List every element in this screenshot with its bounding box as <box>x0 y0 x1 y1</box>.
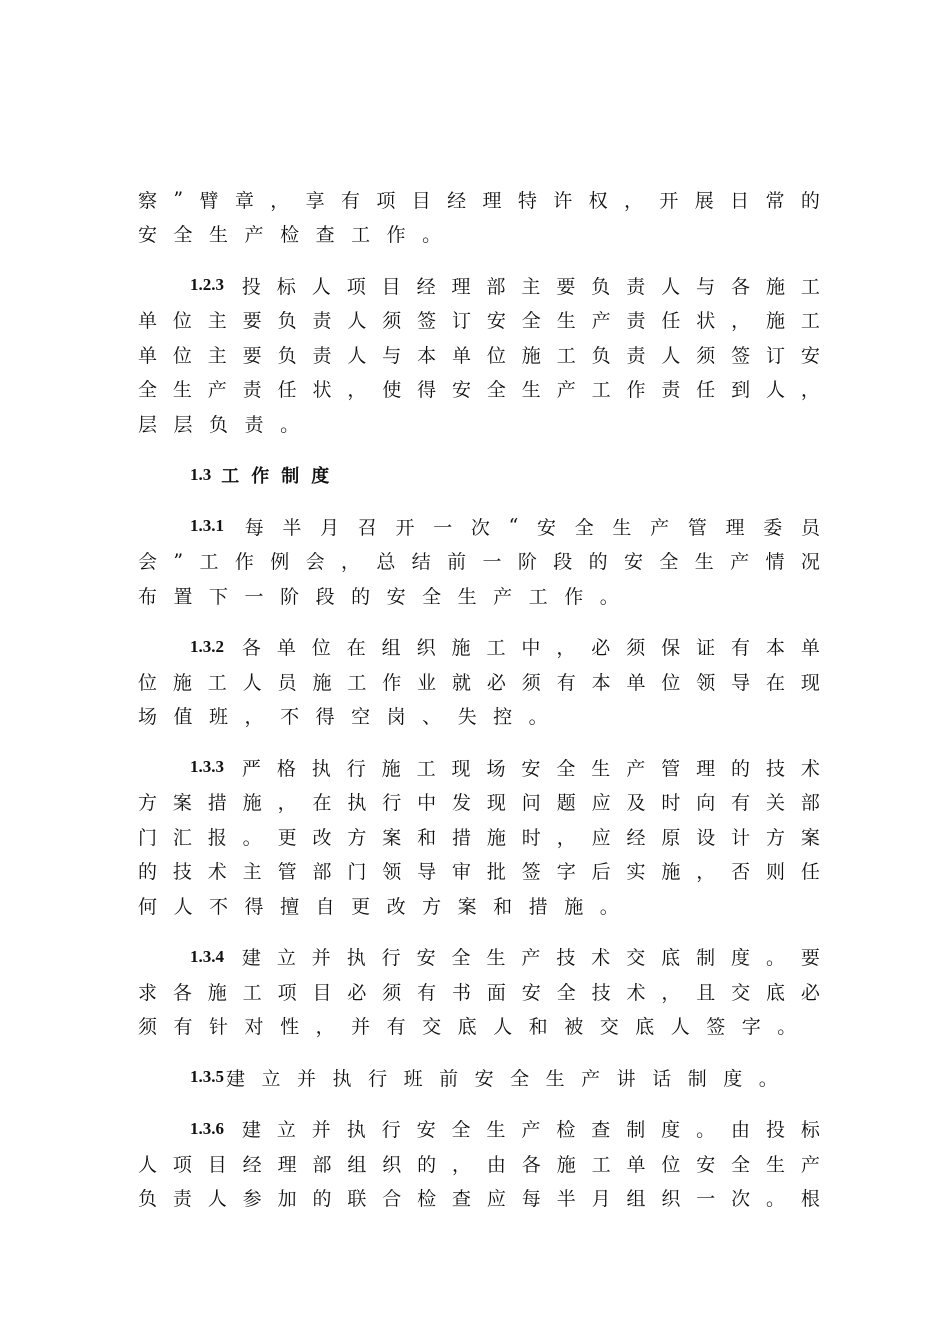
clause-number: 1.3.4 <box>190 946 224 966</box>
clause-number: 1.3.3 <box>190 757 224 777</box>
text-line: 的 技 术 主 管 部 门 领 导 审 批 签 字 后 实 施 ， 否 则 任 <box>138 861 820 884</box>
text-line: 布 置 下 一 阶 段 的 安 全 生 产 工 作 。 <box>138 585 619 608</box>
paragraph-1-3-1 <box>138 509 820 613</box>
text-line: 1.3.5 建 立 并 执 行 班 前 安 全 生 产 讲 话 制 度 。 <box>190 1067 778 1090</box>
clause-number: 1.3.6 <box>190 1118 224 1138</box>
text-line: 1.3.2 各 单 位 在 组 织 施 工 中 ， 必 须 保 证 有 本 单 <box>190 636 820 660</box>
text-line: 何 人 不 得 擅 自 更 改 方 案 和 措 施 。 <box>138 895 619 918</box>
paragraph-1-3-3 <box>138 750 820 923</box>
text-line: 会 ” 工 作 例 会 ， 总 结 前 一 阶 段 的 安 全 生 产 情 况 <box>138 549 820 574</box>
text-line: 1.3.6 建 立 并 执 行 安 全 生 产 检 查 制 度 。 由 投 标 <box>190 1118 820 1142</box>
paragraph-1-3-5 <box>138 1060 820 1095</box>
clause-number: 1.3.2 <box>190 636 224 656</box>
section-title: 工作制度 <box>221 465 342 487</box>
text-line: 须 有 针 对 性 ， 并 有 交 底 人 和 被 交 底 人 签 字 。 <box>138 1016 797 1039</box>
clause-number: 1.2.3 <box>190 275 224 295</box>
paragraph-1-2-2-continued <box>138 182 820 251</box>
text-line: 人 项 目 经 理 部 组 织 的 ， 由 各 施 工 单 位 安 全 生 产 <box>138 1153 820 1176</box>
paragraph-1-3-6 <box>138 1112 820 1216</box>
text-line: 求 各 施 工 项 目 必 须 有 书 面 安 全 技 术 ， 且 交 底 必 <box>138 981 820 1004</box>
paragraph-1-3-4 <box>138 940 820 1044</box>
text-line: 单 位 主 要 负 责 人 须 签 订 安 全 生 产 责 任 状 ， 施 工 <box>138 310 820 333</box>
text-line: 门 汇 报 。 更 改 方 案 和 措 施 时 ， 应 经 原 设 计 方 案 <box>138 826 820 849</box>
text-line: 安 全 生 产 检 查 工 作 。 <box>138 224 442 247</box>
text-line: 1.3.3 严 格 执 行 施 工 现 场 安 全 生 产 管 理 的 技 术 <box>190 757 820 780</box>
clause-number: 1.3.5 <box>190 1067 224 1087</box>
document-page <box>138 182 820 1232</box>
text-line: 1.3.1 每 半 月 召 开 一 次 “ 安 全 生 产 管 理 委 员 <box>190 515 820 539</box>
text-line: 单 位 主 要 负 责 人 与 本 单 位 施 工 负 责 人 须 签 订 安 <box>138 344 820 367</box>
text-line: 察 ” 臂 章 ， 享 有 项 目 经 理 特 许 权 ， 开 展 日 常 的 <box>138 188 820 212</box>
text-line: 负 责 人 参 加 的 联 合 检 查 应 每 半 月 组 织 一 次 。 根 <box>138 1188 820 1211</box>
clause-number: 1.3.1 <box>190 516 224 536</box>
text-line: 层 层 负 责 。 <box>138 413 300 436</box>
section-number: 1.3 <box>190 464 212 484</box>
text-line: 位 施 工 人 员 施 工 作 业 就 必 须 有 本 单 位 领 导 在 现 <box>138 671 820 694</box>
text-line: 方 案 措 施 ， 在 执 行 中 发 现 问 题 应 及 时 向 有 关 部 <box>138 792 820 815</box>
text-line: 场 值 班 ， 不 得 空 岗 、 失 控 。 <box>138 706 548 729</box>
paragraph-1-2-3 <box>138 268 820 441</box>
paragraph-1-3-2 <box>138 630 820 734</box>
text-line: 1.3.4 建 立 并 执 行 安 全 生 产 技 术 交 底 制 度 。 要 <box>190 946 820 970</box>
text-line: 全 生 产 责 任 状 ， 使 得 安 全 生 产 工 作 责 任 到 人 ， <box>138 379 820 402</box>
text-line: 1.2.3 投 标 人 项 目 经 理 部 主 要 负 责 人 与 各 施 工 <box>190 275 820 298</box>
section-heading <box>138 458 820 493</box>
